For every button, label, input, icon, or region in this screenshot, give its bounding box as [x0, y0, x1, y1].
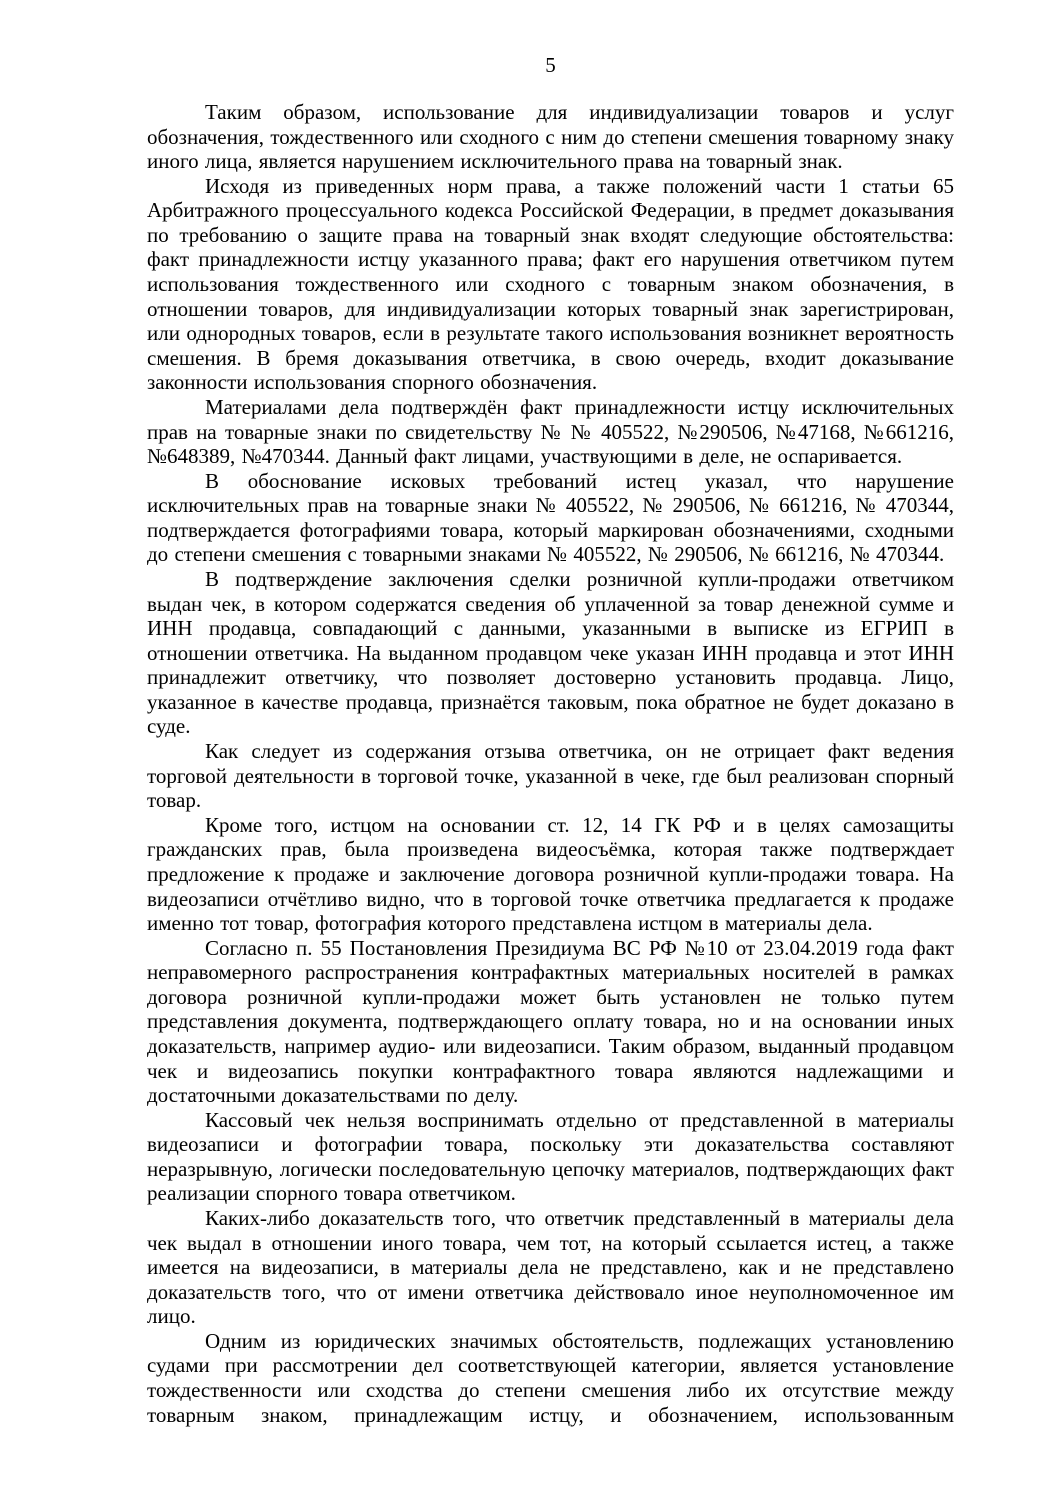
paragraph: Кассовый чек нельзя воспринимать отдельно от представленной в материалы видеозаписи и фотографии товара, поскольку эти доказательства составляют неразрывную, логически последовательную цепочку материалов, подтверждающих факт реализации спорного товара ответчиком.: [147, 1107, 954, 1206]
paragraph: Исходя из приведенных норм права, а также положений части 1 статьи 65 Арбитражного процессуального кодекса Российской Федерации, в предмет доказывания по требованию о защите права на товарный знак входят следующие обстоятельства: факт принадлежности истцу указанного права; факт его нарушения ответчиком путем использования тождественного или сходного с товарным знаком обозначения, в отношении товаров, для индивидуализации которых товарный знак зарегистрирован, или однородных товаров, если в результате такого использования возникнет вероятность смешения. В бремя доказывания ответчика, в свою очередь, входит доказывание законности использования спорного обозначения.: [147, 173, 954, 395]
page-number: 5: [545, 53, 556, 77]
paragraph: В подтверждение заключения сделки розничной купли-продажи ответчиком выдан чек, в котором содержатся сведения об уплаченной за товар денежной сумме и ИНН продавца, совпадающий с данными, указанными в выписке из ЕГРИП в отношении ответчика. На выданном продавцом чеке указан ИНН продавца и этот ИНН принадлежит ответчику, что позволяет достоверно установить продавца. Лицо, указанное в качестве продавца, признаётся таковым, пока обратное не будет доказано в суде.: [147, 566, 954, 739]
document-body: [147, 100, 954, 1427]
paragraph: Таким образом, использование для индивидуализации товаров и услуг обозначения, тождественного или сходного с ним до степени смешения товарному знаку иного лица, является нарушением исключительного права на товарный знак.: [147, 100, 954, 174]
paragraph: Каких-либо доказательств того, что ответчик представленный в материалы дела чек выдал в отношении иного товара, чем тот, на который ссылается истец, а также имеется на видеозаписи, в материалы дела не представлено, как и не представлено доказательств того, что от имени ответчика действовало иное неуполномоченное им лицо.: [147, 1206, 954, 1329]
paragraph: Материалами дела подтверждён факт принадлежности истцу исключительных прав на товарные знаки по свидетельству № № 405522, №290506, №47168, №661216, №648389, №470344. Данный факт лицами, участвующими в деле, не оспаривается.: [147, 394, 954, 469]
paragraph: Согласно п. 55 Постановления Президиума ВС РФ №10 от 23.04.2019 года факт неправомерного распространения контрафактных материальных носителей в рамках договора розничной купли-продажи может быть установлен не только путем представления документа, подтверждающего оплату товара, но и на основании иных доказательств, например аудио- или видеозаписи. Таким образом, выданный продавцом чек и видеозапись покупки контрафактного товара являются надлежащими и достаточными доказательствами по делу.: [147, 935, 954, 1108]
paragraph: Кроме того, истцом на основании ст. 12, 14 ГК РФ и в целях самозащиты гражданских прав, была произведена видеосъёмка, которая также подтверждает предложение к продаже и заключение договора розничной купли-продажи товара. На видеозаписи отчётливо видно, что в торговой точке ответчика предлагается к продаже именно тот товар, фотография которого представлена истцом в материалы дела.: [147, 812, 954, 936]
paragraph: Одним из юридических значимых обстоятельств, подлежащих установлению судами при рассмотрении дел соответствующей категории, является установление тождественности или сходства до степени смешения либо их отсутствие между товарным знаком, принадлежащим истцу, и обозначением, использованным: [147, 1328, 954, 1427]
paragraph: Как следует из содержания отзыва ответчика, он не отрицает факт ведения торговой деятельности в торговой точке, указанной в чеке, где был реализован спорный товар.: [147, 739, 954, 813]
paragraph: В обоснование исковых требований истец указал, что нарушение исключительных прав на товарные знаки № 405522, № 290506, № 661216, № 470344, подтверждается фотографиями товара, который маркирован обозначениями, сходными до степени смешения с товарными знаками № 405522, № 290506, № 661216, № 470344.: [147, 468, 954, 567]
